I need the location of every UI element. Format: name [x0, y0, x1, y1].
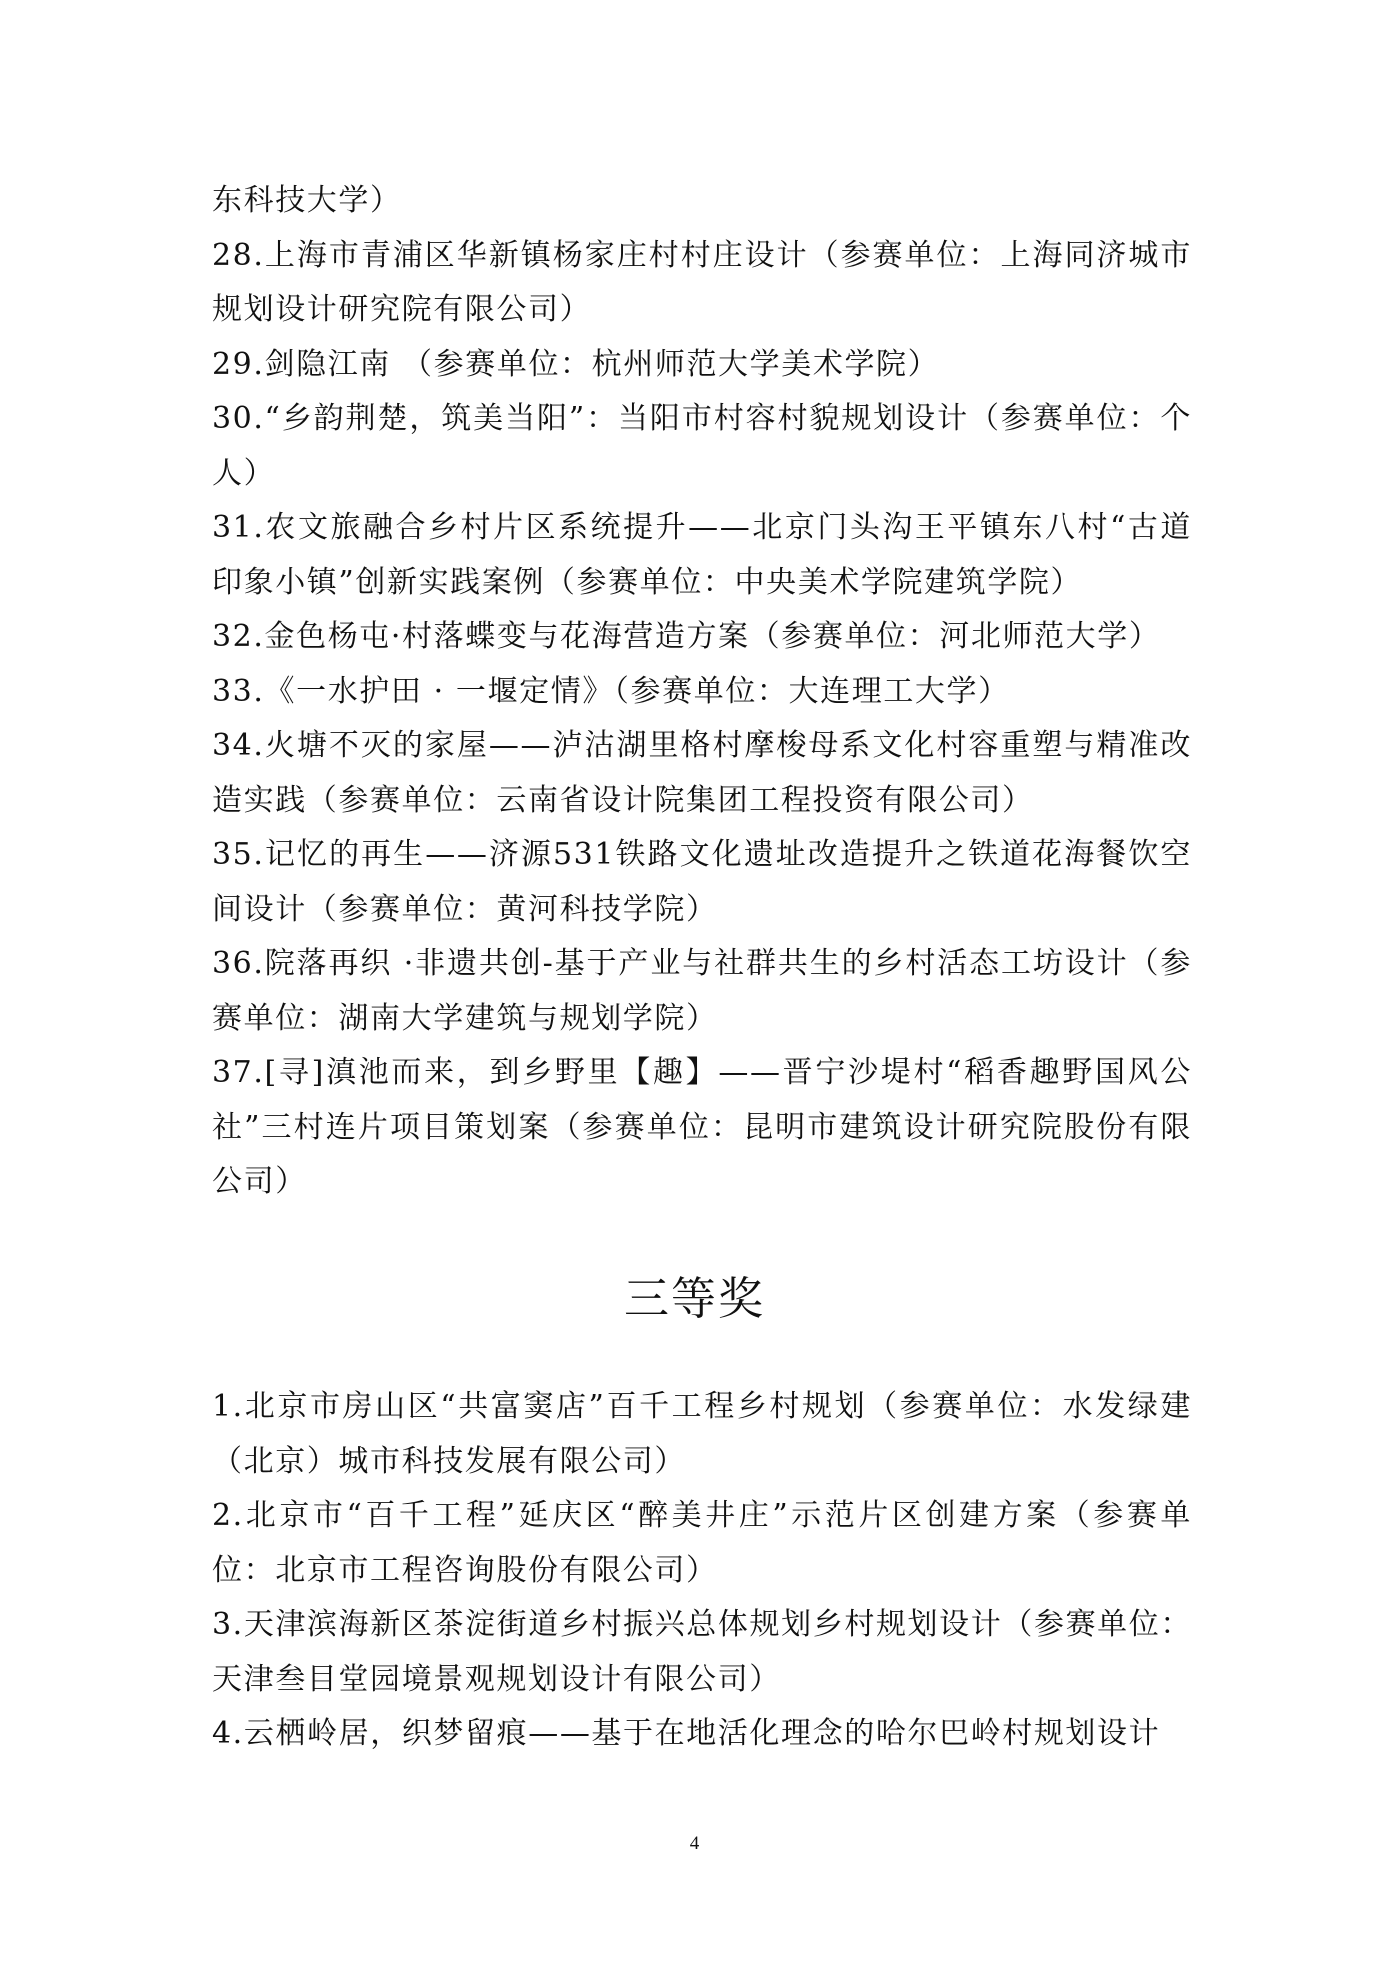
section-heading-third-prize: 三等奖: [623, 1272, 765, 1325]
list-item: 36.院落再织 ·非遗共创-基于产业与社群共生的乡村活态工坊设计（参赛单位：湖南大学建筑与规划学院）: [212, 946, 1192, 1036]
page-number: 4: [689, 1833, 700, 1854]
list-item: 3.天津滨海新区茶淀街道乡村振兴总体规划乡村规划设计（参赛单位：天津叁目堂园境景观规划设计有限公司）: [212, 1607, 1192, 1697]
list-item: 37.[寻]滇池而来，到乡野里【趣】——晋宁沙堤村“稻香趣野国风公社”三村连片项目策划案（参赛单位：昆明市建筑设计研究院股份有限公司）: [212, 1055, 1192, 1199]
award-list-continued: [212, 174, 1192, 1210]
list-item: 4.云栖岭居，织梦留痕——基于在地活化理念的哈尔巴岭村规划设计: [212, 1716, 1161, 1751]
list-item: 33.《一水护田 · 一堰定情》（参赛单位：大连理工大学）: [212, 673, 1010, 709]
list-item: 32.金色杨屯·村落蝶变与花海营造方案（参赛单位：河北师范大学）: [212, 619, 1161, 654]
list-item: 1.北京市房山区“共富窦店”百千工程乡村规划（参赛单位：水发绿建（北京）城市科技发展有限公司）: [212, 1389, 1192, 1479]
list-item: 东科技大学）: [212, 183, 402, 218]
list-item: 34.火塘不灭的家屋——泸沽湖里格村摩梭母系文化村容重塑与精准改造实践（参赛单位：云南省设计院集团工程投资有限公司）: [212, 728, 1192, 818]
list-item: 31.农文旅融合乡村片区系统提升——北京门头沟王平镇东八村“古道印象小镇”创新实践案例（参赛单位：中央美术学院建筑学院）: [212, 510, 1192, 600]
list-item: 28.上海市青浦区华新镇杨家庄村村庄设计（参赛单位：上海同济城市规划设计研究院有限公司）: [212, 237, 1192, 327]
list-item: 2.北京市“百千工程”延庆区“醉美井庄”示范片区创建方案（参赛单位：北京市工程咨询股份有限公司）: [212, 1498, 1192, 1588]
list-item: 35.记忆的再生——济源531铁路文化遗址改造提升之铁道花海餐饮空间设计（参赛单位：黄河科技学院）: [212, 837, 1192, 927]
list-item: 29.剑隐江南 （参赛单位：杭州师范大学美术学院）: [212, 346, 940, 382]
third-prize-list: [212, 1380, 1192, 1762]
list-item: 30.“乡韵荆楚，筑美当阳”：当阳市村容村貌规划设计（参赛单位：个人）: [212, 401, 1192, 491]
